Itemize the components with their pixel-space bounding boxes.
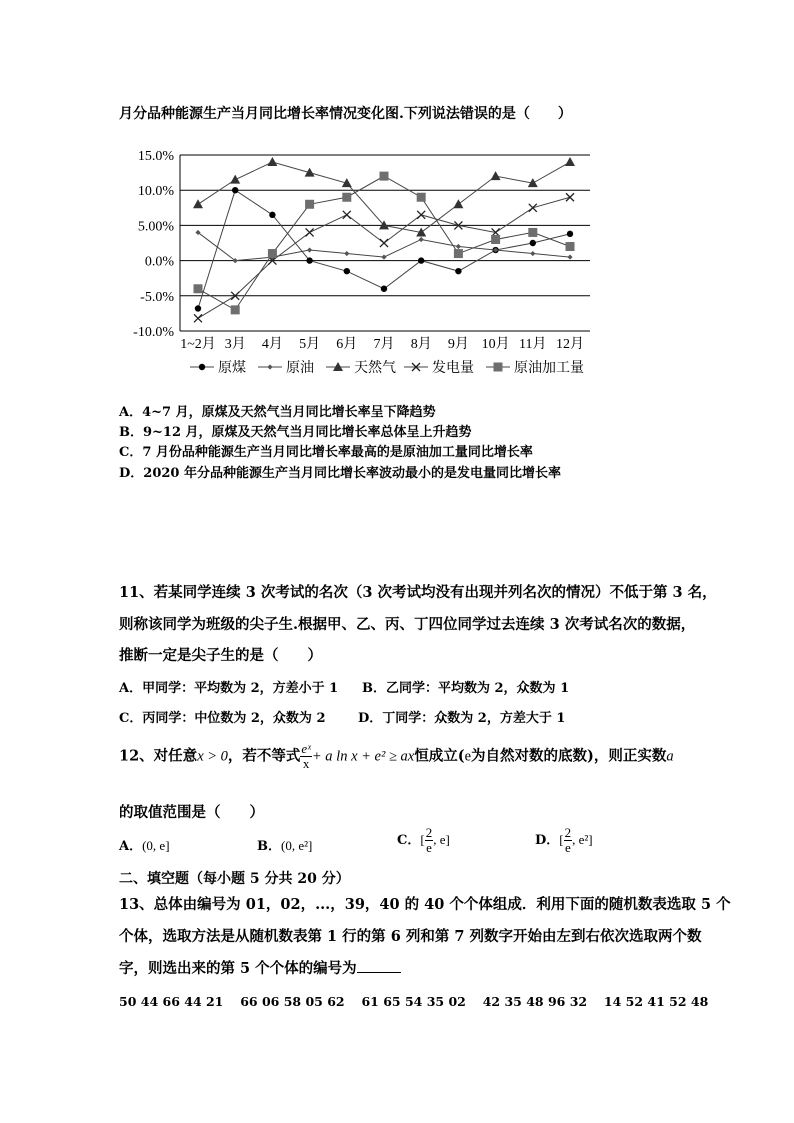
- data-point: [232, 187, 238, 193]
- line-chart: [118, 140, 608, 385]
- y-tick-label: -10.0%: [133, 325, 174, 340]
- data-point: [456, 244, 461, 249]
- data-point: [491, 171, 501, 180]
- q12-option-b-value: (0, e²]: [281, 838, 313, 853]
- data-point: [380, 239, 388, 247]
- answer-blank: [357, 960, 401, 973]
- q12-mid: ，若不等式: [227, 747, 301, 765]
- legend-item: [190, 359, 246, 376]
- q13-line3: [119, 957, 401, 978]
- data-point: [307, 247, 312, 252]
- data-point: [491, 235, 500, 244]
- q10-option-c: C．7 月份品种能源生产当月同比增长率最高的是原油加工量同比增长率: [119, 445, 533, 460]
- data-point: [344, 251, 349, 256]
- data-point: [381, 286, 387, 292]
- series-3: [193, 157, 575, 236]
- data-point: [418, 257, 424, 263]
- data-point: [269, 212, 275, 218]
- q12-option-b-label: B．: [257, 839, 281, 854]
- data-point: [455, 268, 461, 274]
- data-point: [342, 193, 351, 202]
- legend-marker: [199, 364, 205, 370]
- legend-item: [404, 359, 474, 376]
- q11-line2: 则称该同学为班级的尖子生.根据甲、乙、丙、丁四位同学过去连续 3 次考试名次的数据，: [119, 616, 696, 633]
- q13-line1: 13、总体由编号为 01，02，...，39，40 的 40 个个体组成．利用下面的随机数表选取 5 个: [119, 896, 731, 913]
- x-tick-label: 7月: [373, 337, 395, 352]
- x-tick-label: 3月: [224, 337, 246, 352]
- q12-option-a: [119, 835, 170, 854]
- q12-tail: 恒成立(: [414, 747, 465, 765]
- data-point: [305, 200, 314, 209]
- x-tick-label: 4月: [261, 337, 283, 352]
- data-point: [193, 199, 203, 208]
- x-tick-label: 5月: [299, 337, 321, 352]
- q10-stem: 月分品种能源生产当月同比增长率情况变化图.下列说法错误的是（ ）: [119, 106, 572, 122]
- q12-line2: 的取值范围是（ ）: [119, 804, 264, 821]
- q12-frac-den: x: [302, 756, 310, 771]
- q10-option-b: B．9~12 月，原煤及天然气当月同比增长率总体呈上升趋势: [119, 425, 472, 440]
- y-tick-label: 5.00%: [137, 219, 174, 235]
- q12-option-c: [397, 826, 450, 855]
- data-point: [195, 305, 201, 311]
- q12-condition: x > 0: [197, 748, 228, 765]
- q12-option-c-label: C．: [397, 833, 421, 848]
- q12-option-c-fraction: [425, 826, 434, 855]
- q12-tail2: 为自然对数的底数)，则正实数: [471, 747, 667, 765]
- q10-option-a: A．4~7 月，原煤及天然气当月同比增长率呈下降趋势: [119, 405, 436, 420]
- legend-item: [258, 359, 314, 376]
- q11-line3: 推断一定是尖子生的是（ ）: [119, 647, 322, 664]
- data-point: [454, 249, 463, 258]
- x-axis-ticks: [180, 336, 584, 352]
- data-point: [530, 251, 535, 256]
- q12-inequality: + a ln x + e² ≥ ax: [311, 748, 415, 765]
- chart-series: [193, 157, 575, 322]
- data-point: [267, 157, 277, 166]
- data-point: [453, 199, 463, 208]
- q12-option-d-label: D．: [535, 833, 560, 848]
- legend-label: 发电量: [432, 361, 474, 376]
- data-point: [344, 268, 350, 274]
- q12-option-b: [257, 835, 312, 854]
- data-point: [343, 211, 351, 219]
- data-point: [230, 175, 240, 184]
- q11-option-b: B．乙同学：平均数为 2，众数为 1: [362, 681, 570, 696]
- data-point: [268, 249, 277, 258]
- data-point: [419, 237, 424, 242]
- q12-option-d-den: e: [564, 840, 571, 855]
- q12-option-a-label: A．: [119, 839, 143, 854]
- series-1: [195, 187, 573, 312]
- data-point: [567, 231, 573, 237]
- legend-item: [326, 360, 396, 376]
- q10-option-d: D．2020 年分品种能源生产当月同比增长率波动最小的是发电量同比增长率: [119, 466, 561, 481]
- x-tick-label: 12月: [556, 337, 584, 352]
- legend-label: 天然气: [354, 361, 396, 376]
- x-tick-label: 11月: [519, 337, 547, 352]
- data-point: [528, 228, 537, 237]
- q12-option-a-value: (0, e]: [142, 838, 170, 853]
- legend-marker: [267, 364, 272, 369]
- q13-line2: 个体，选取方法是从随机数表第 1 行的第 6 列和第 7 列数字开始由左到右依次选取两个数: [119, 928, 702, 945]
- y-tick-label: 15.0%: [137, 149, 174, 164]
- legend-item: [486, 359, 584, 376]
- q12-option-d-open: [: [559, 832, 564, 847]
- data-point: [567, 254, 572, 259]
- data-point: [306, 257, 312, 263]
- q12-option-d-num: 2: [564, 825, 572, 840]
- x-tick-label: 9月: [447, 337, 469, 352]
- legend-label: 原油加工量: [514, 361, 584, 376]
- data-point: [417, 211, 425, 219]
- q13-line3-text: 字，则选出来的第 5 个个体的编号为: [119, 960, 357, 977]
- q12-option-c-close: , e]: [433, 832, 450, 847]
- x-tick-label: 1~2月: [180, 337, 216, 352]
- q11-option-c: C．丙同学：中位数为 2，众数为 2: [119, 711, 326, 726]
- x-tick-label: 6月: [336, 337, 358, 352]
- data-point: [529, 204, 537, 212]
- section-heading: 二、填空题（每小题 5 分共 20 分）: [119, 871, 350, 887]
- data-point: [565, 157, 575, 166]
- legend-marker: [494, 363, 503, 372]
- q12-option-d-fraction: [564, 826, 573, 855]
- chart-legend: [190, 359, 584, 376]
- q12-prefix: 12、对任意: [119, 747, 198, 765]
- q12-option-c-den: e: [426, 840, 432, 855]
- data-point: [380, 172, 389, 181]
- chart-grid: [180, 155, 590, 331]
- q12-e-symbol: e: [464, 748, 472, 765]
- data-point: [306, 228, 314, 236]
- q11-line1: 11、若某同学连续 3 次考试的名次（3 次考试均没有出现并列名次的情况）不低于第 3 名，: [119, 584, 717, 601]
- data-point: [194, 314, 202, 322]
- q11-option-d: D．丁同学：众数为 2，方差大于 1: [358, 711, 566, 726]
- q12-fraction: [300, 742, 311, 771]
- y-tick-label: -5.0%: [140, 289, 174, 305]
- legend-label: 原煤: [218, 361, 246, 376]
- random-number-table: 50 44 66 44 21 66 06 58 05 62 61 65 54 35 02 42 35 48 96 32 14 52 41 52 48: [119, 994, 709, 1009]
- q12-option-c-open: [: [420, 832, 425, 847]
- data-point: [417, 193, 426, 202]
- x-tick-label: 8月: [410, 337, 432, 352]
- y-axis-ticks: [133, 149, 174, 340]
- data-point: [194, 284, 203, 293]
- data-point: [566, 193, 574, 201]
- y-tick-label: 0.0%: [144, 254, 174, 270]
- x-tick-label: 10月: [481, 337, 510, 352]
- legend-label: 原油: [286, 361, 314, 376]
- data-point: [231, 305, 240, 314]
- data-point: [530, 240, 536, 246]
- q12-a-symbol: a: [666, 748, 674, 765]
- data-point: [381, 254, 386, 259]
- q12-frac-num: eˣ: [301, 741, 311, 756]
- data-point: [566, 242, 575, 251]
- q12-option-c-num: 2: [425, 825, 433, 840]
- q12-option-d-close: , e²]: [572, 832, 593, 847]
- q12-line1: [119, 742, 674, 771]
- y-tick-label: 10.0%: [137, 184, 174, 200]
- q12-option-d: [535, 826, 593, 855]
- q11-option-a: A．甲同学：平均数为 2，方差小于 1: [119, 681, 339, 696]
